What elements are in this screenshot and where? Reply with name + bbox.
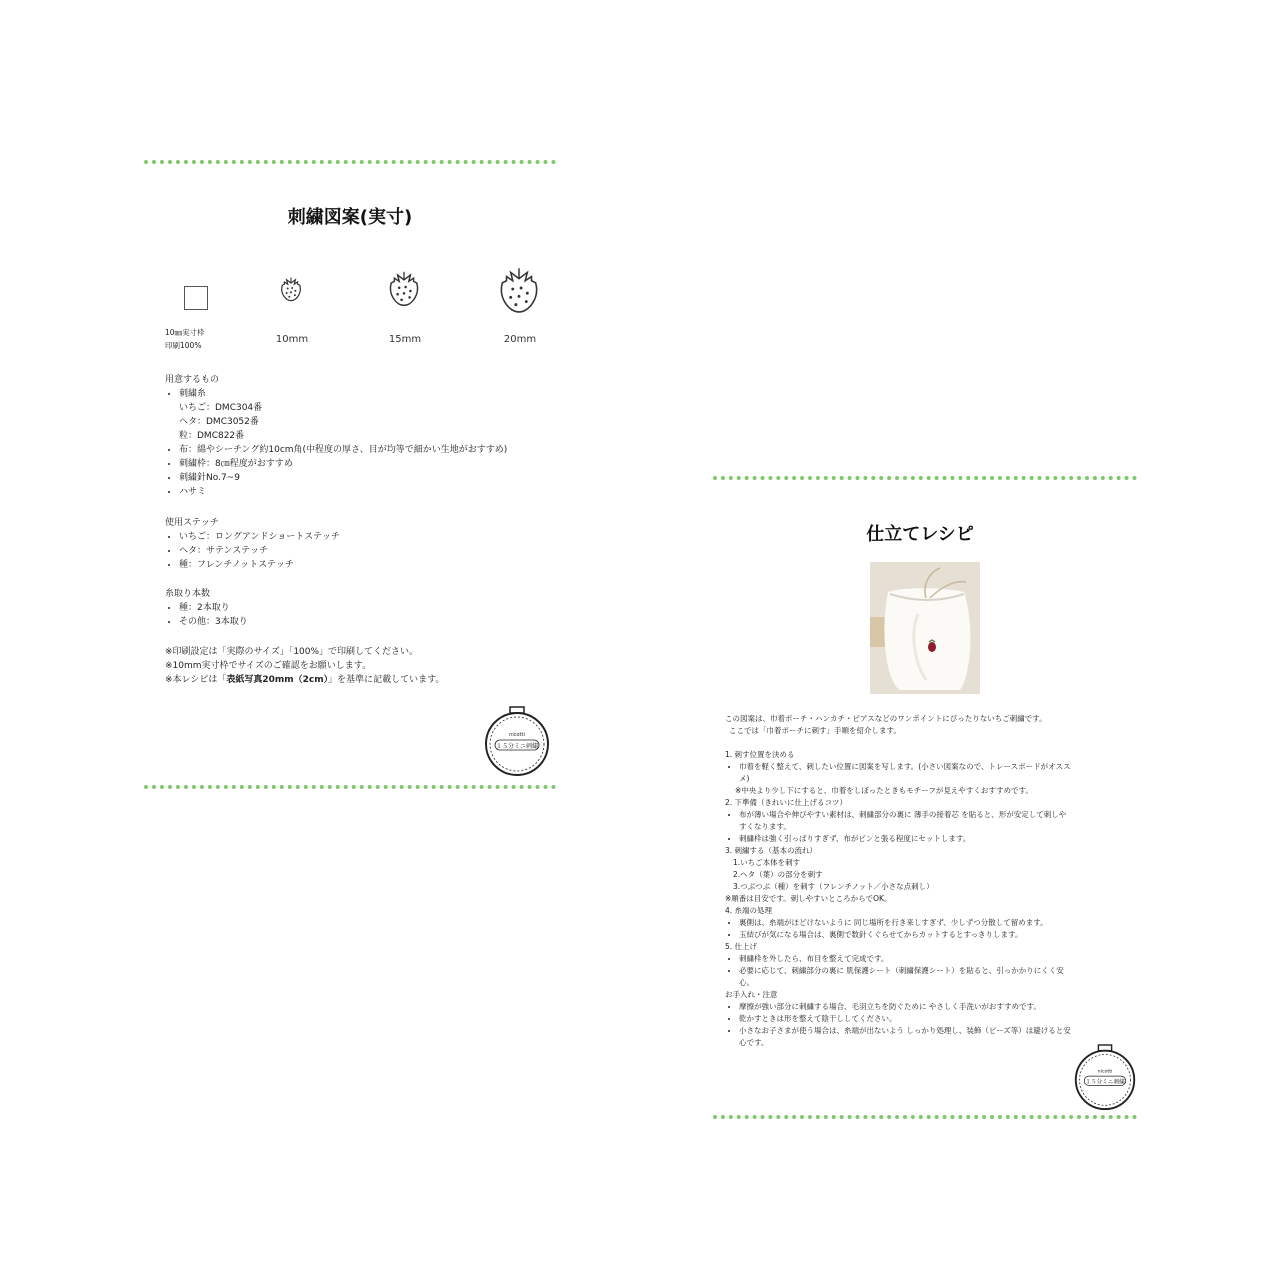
stitch-heading: 使用ステッチ <box>165 518 219 528</box>
thread-colors <box>179 401 507 443</box>
recipe-body <box>725 713 1071 1049</box>
notes-section <box>165 645 444 687</box>
size-label-20mm: 20mm <box>503 334 537 345</box>
intro-line-2: ここでは「巾着ポーチに刺す」手順を紹介します。 <box>729 726 901 735</box>
bottom-dotted-divider-left <box>144 785 556 789</box>
step-5-list <box>725 953 1071 989</box>
recipe-title: 仕立てレシピ <box>866 524 974 545</box>
size-label-10mm: 10mm <box>275 334 309 345</box>
frame-caption-2: 印刷100% <box>165 341 202 350</box>
step-4-heading: 4. 糸端の処理 <box>725 906 773 915</box>
list-item: • 玉結びが気になる場合は、裏側で数針くぐらせてからカットするとすっきりします。 <box>739 929 1071 941</box>
embroidery-hoop-logo <box>482 706 552 778</box>
step-5-heading: 5. 仕上げ <box>725 942 758 951</box>
list-item: • 乾かすときは形を整えて陰干ししてください。 <box>739 1013 1071 1025</box>
stamp-main-text: １５分ミニ刺繍 <box>1085 1079 1125 1086</box>
care-list <box>725 1001 1071 1049</box>
list-item: • 種：2本取り <box>179 601 248 615</box>
step-1-list <box>725 761 1071 785</box>
list-item: • その他：3本取り <box>179 615 248 629</box>
bottom-dotted-divider-right <box>713 1115 1137 1119</box>
list-item: いちご：DMC304番 <box>179 403 263 413</box>
frame-caption-1: 10㎜実寸枠 <box>165 328 205 337</box>
stitch-list <box>165 530 340 572</box>
pouch-photo <box>870 562 980 694</box>
materials-section <box>165 373 507 499</box>
stitch-section <box>165 516 340 572</box>
list-item: • 刺繍枠は強く引っぱりすぎず、布がピンと張る程度にセットします。 <box>739 833 1071 845</box>
list-item: • 巾着を軽く整えて、刺したい位置に図案を写します。(小さい図案なので、トレースボードがオスス メ) <box>739 761 1071 785</box>
note-size-check: ※10mm実寸枠でサイズのご確認をお願いします。 <box>165 661 372 671</box>
list-item: • 刺繍糸 いちご：DMC304番 ヘタ：DMC3052番 粒：DMC822番 <box>179 387 507 443</box>
care-heading: お手入れ・注意 <box>725 990 778 999</box>
step-4-list <box>725 917 1071 941</box>
top-dotted-divider-right <box>713 476 1137 480</box>
step-3-item: 1.いちご本体を刺す <box>733 858 801 867</box>
strands-heading: 糸取り本数 <box>165 589 211 599</box>
intro-line-1: この図案は、巾着ポーチ・ハンカチ・ピアスなどのワンポイントにぴったりないちご刺繍です。 <box>725 714 1047 723</box>
materials-heading: 用意するもの <box>165 375 220 385</box>
list-item: • ヘタ：サテンステッチ <box>179 544 340 558</box>
embroidery-hoop-logo <box>1072 1044 1138 1112</box>
materials-list <box>165 387 507 499</box>
step-3-item: 2.ヘタ（葉）の部分を刺す <box>733 870 823 879</box>
list-item: • 種：フレンチノットステッチ <box>179 558 340 572</box>
step-1-note: ※中央より少し下にすると、巾着をしぼったときもモチーフが見えやすくおすすめです。 <box>735 786 1033 795</box>
list-item: • 刺繍針No.7~9 <box>179 471 507 485</box>
size-label-15mm: 15mm <box>388 334 422 345</box>
stamp-top-text: nicotti <box>1097 1069 1113 1075</box>
step-3-heading: 3. 刺繍する（基本の流れ） <box>725 846 818 855</box>
size-check-frame <box>184 286 208 310</box>
list-item: • いちご：ロングアンドショートステッチ <box>179 530 340 544</box>
strawberry-outline-icon <box>498 262 540 314</box>
note-basis: ※本レシピは「表紙写真20mm（2cm）」を基準に記載しています。 <box>165 675 445 685</box>
step-3-item: 3.つぶつぶ（種）を刺す（フレンチノット／小さな点刺し） <box>733 882 934 891</box>
list-item: • 摩擦が強い部分に刺繍する場合、毛羽立ちを防ぐために やさしく手洗いがおすすめです。 <box>739 1001 1071 1013</box>
list-item: • 必要に応じて、刺繍部分の裏に 肌保護シート（刺繍保護シート）を貼ると、引っかかりにくく安 心。 <box>739 965 1071 989</box>
stamp-main-text: １５分ミニ刺繍 <box>495 743 539 750</box>
strands-list <box>165 601 248 629</box>
list-item: • 刺繍枠を外したら、布目を整えて完成です。 <box>739 953 1071 965</box>
note-print-setting: ※印刷設定は「実際のサイズ」「100%」で印刷してください。 <box>165 647 419 657</box>
strawberry-outline-icon <box>280 274 302 302</box>
list-item: • 布：綿やシーチング約10cm角(中程度の厚さ、目が均等で細かい生地がおすすめ) <box>179 443 507 457</box>
list-item: • 小さなお子さまが使う場合は、糸端が出ないよう しっかり処理し、装飾（ビーズ等）は避けると安 心です。 <box>739 1025 1071 1049</box>
list-item: ヘタ：DMC3052番 <box>179 417 259 427</box>
step-1-heading: 1. 刺す位置を決める <box>725 750 795 759</box>
strawberry-outline-icon <box>388 267 420 307</box>
step-2-heading: 2. 下準備（きれいに仕上げるコツ） <box>725 798 848 807</box>
embroidered-strawberry <box>928 642 936 652</box>
list-item: 粒：DMC822番 <box>179 431 245 441</box>
list-item: • 刺繍枠：8㎝程度がおすすめ <box>179 457 507 471</box>
list-item: • ハサミ <box>179 485 507 499</box>
top-dotted-divider-left <box>144 160 556 164</box>
strands-section <box>165 587 248 629</box>
step-2-list <box>725 809 1071 845</box>
stamp-top-text: nicotti <box>509 732 525 738</box>
step-3-note: ※順番は目安です。刺しやすいところからでOK。 <box>725 894 892 903</box>
pattern-title: 刺繍図案(実寸) <box>287 207 413 228</box>
list-item: • 裏側は、糸端がほどけないように 同じ場所を行き来しすぎず、少しずつ分散して留めます。 <box>739 917 1071 929</box>
list-item: • 布が薄い場合や伸びやすい素材は、刺繍部分の裏に 薄手の接着芯 を貼ると、形が安定して刺しや すくなります。 <box>739 809 1071 833</box>
